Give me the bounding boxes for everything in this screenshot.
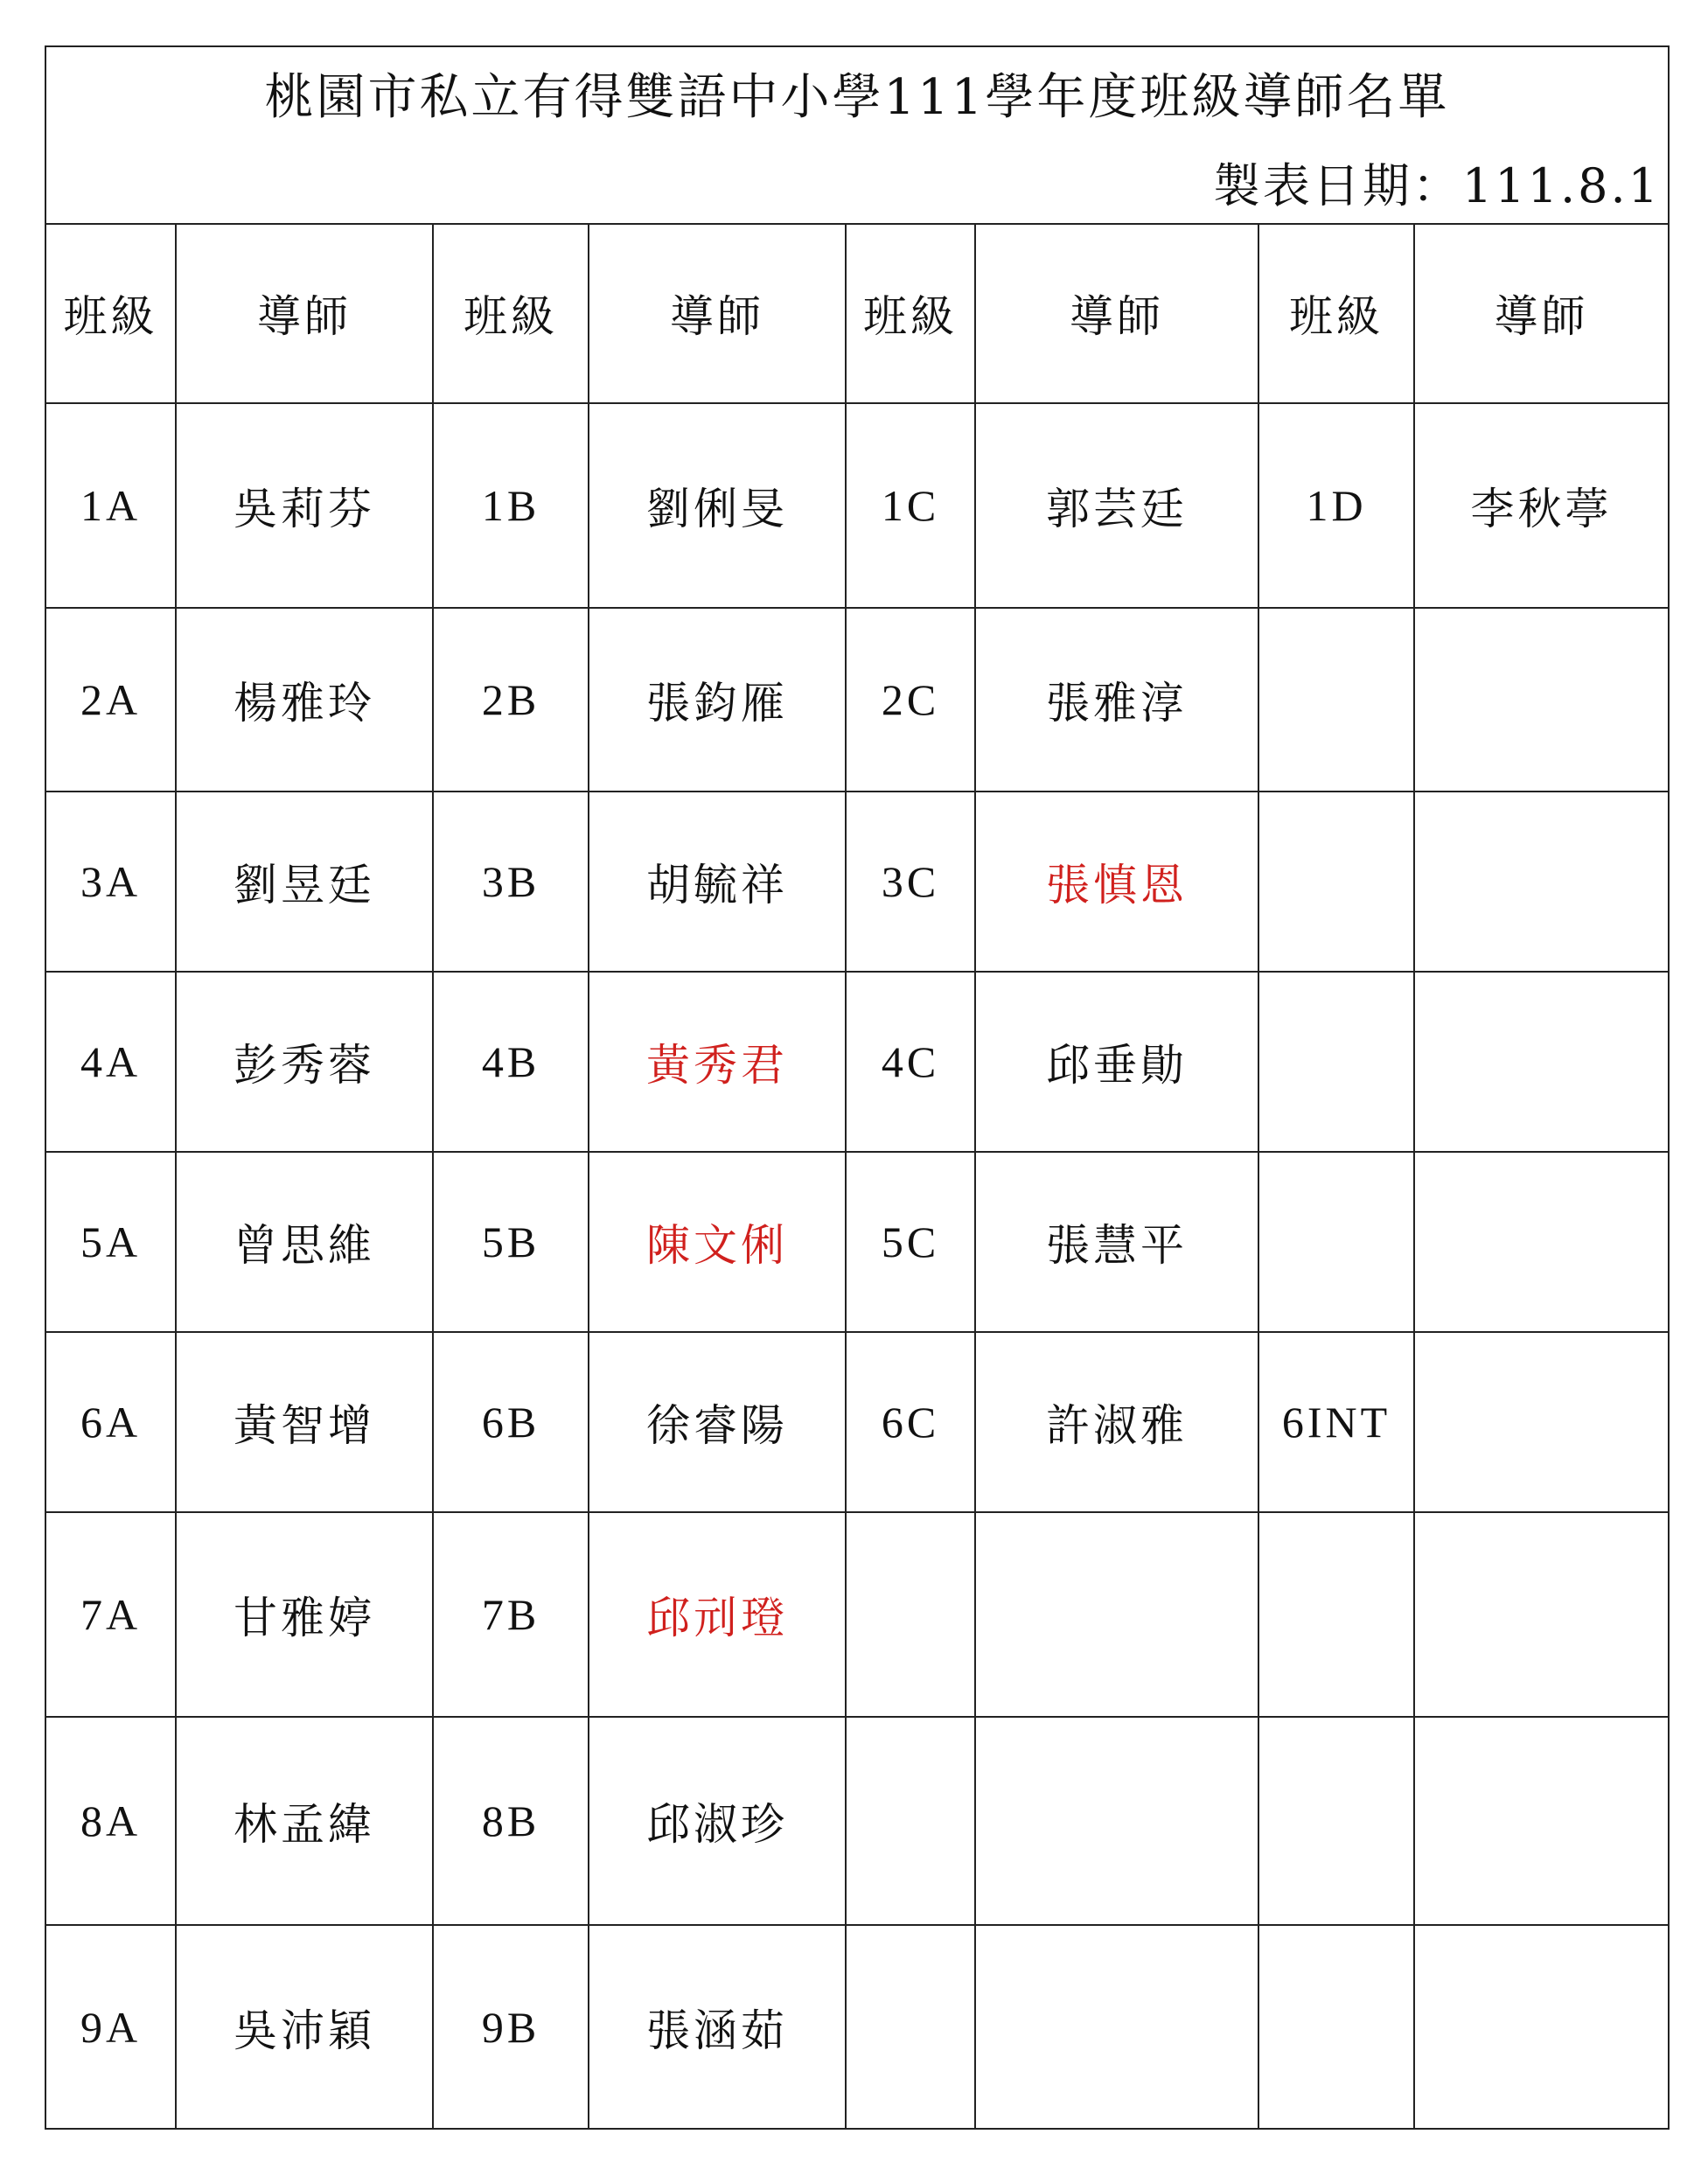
class-cell: 1A — [46, 403, 176, 608]
creation-date: 製表日期：111.8.1 — [1212, 158, 1661, 213]
class-cell: 2A — [46, 608, 176, 792]
class-cell — [1258, 608, 1414, 792]
teacher-cell: 吳莉芬 — [176, 403, 433, 608]
teacher-cell: 劉俐旻 — [589, 403, 846, 608]
teacher-cell: 邱垂勛 — [975, 972, 1258, 1152]
class-cell — [846, 1925, 975, 2129]
teacher-cell — [1414, 1512, 1668, 1717]
column-header-teacher: 導師 — [975, 223, 1258, 403]
class-cell — [1258, 1152, 1414, 1332]
class-cell: 9B — [433, 1925, 589, 2129]
column-header-teacher: 導師 — [589, 223, 846, 403]
class-cell: 5B — [433, 1152, 589, 1332]
header-row — [46, 223, 1668, 403]
class-cell — [846, 1512, 975, 1717]
class-cell: 2C — [846, 608, 975, 792]
table-row — [46, 1512, 1668, 1717]
class-cell: 9A — [46, 1925, 176, 2129]
teacher-cell: 楊雅玲 — [176, 608, 433, 792]
column-header-class: 班級 — [1258, 223, 1414, 403]
table-row — [46, 608, 1668, 792]
class-cell: 1D — [1258, 403, 1414, 608]
class-cell: 1B — [433, 403, 589, 608]
table-row — [46, 1717, 1668, 1925]
column-header-class: 班級 — [433, 223, 589, 403]
teacher-cell: 劉昱廷 — [176, 792, 433, 972]
teacher-cell-highlighted: 黃秀君 — [589, 972, 846, 1152]
teacher-cell: 張鈞雁 — [589, 608, 846, 792]
teacher-cell — [975, 1512, 1258, 1717]
teacher-cell-highlighted: 邱刓璒 — [589, 1512, 846, 1717]
class-cell — [846, 1717, 975, 1925]
roster-sheet — [45, 45, 1670, 2130]
document-title: 桃園市私立有得雙語中小學111學年度班級導師名單 — [264, 69, 1450, 126]
class-cell — [1258, 972, 1414, 1152]
teacher-cell — [1414, 972, 1668, 1152]
class-cell: 1C — [846, 403, 975, 608]
table-row — [46, 403, 1668, 608]
teacher-cell: 吳沛穎 — [176, 1925, 433, 2129]
class-cell: 4C — [846, 972, 975, 1152]
teacher-cell: 許淑雅 — [975, 1332, 1258, 1512]
class-cell: 4B — [433, 972, 589, 1152]
class-cell — [1258, 1512, 1414, 1717]
table-row — [46, 792, 1668, 972]
class-cell: 8A — [46, 1717, 176, 1925]
teacher-cell: 黃智增 — [176, 1332, 433, 1512]
class-cell: 4A — [46, 972, 176, 1152]
table-row — [46, 972, 1668, 1152]
teacher-roster-table — [46, 223, 1668, 2129]
class-cell: 6INT — [1258, 1332, 1414, 1512]
teacher-cell: 張慧平 — [975, 1152, 1258, 1332]
teacher-cell: 李秋葶 — [1414, 403, 1668, 608]
class-cell: 6C — [846, 1332, 975, 1512]
teacher-cell — [1414, 1717, 1668, 1925]
column-header-teacher: 導師 — [176, 223, 433, 403]
column-header-class: 班級 — [846, 223, 975, 403]
table-row — [46, 1925, 1668, 2129]
table-row — [46, 1152, 1668, 1332]
teacher-cell — [1414, 1332, 1668, 1512]
teacher-cell — [1414, 1925, 1668, 2129]
teacher-cell — [975, 1925, 1258, 2129]
column-header-teacher: 導師 — [1414, 223, 1668, 403]
teacher-cell: 林孟緯 — [176, 1717, 433, 1925]
teacher-cell — [1414, 1152, 1668, 1332]
sheet-header — [46, 47, 1668, 225]
class-cell — [1258, 1717, 1414, 1925]
teacher-cell — [1414, 792, 1668, 972]
teacher-cell: 張雅淳 — [975, 608, 1258, 792]
teacher-cell — [975, 1717, 1258, 1925]
teacher-cell: 胡毓祥 — [589, 792, 846, 972]
table-row — [46, 1332, 1668, 1512]
teacher-cell — [1414, 608, 1668, 792]
class-cell: 6A — [46, 1332, 176, 1512]
class-cell: 5C — [846, 1152, 975, 1332]
teacher-cell: 甘雅婷 — [176, 1512, 433, 1717]
class-cell: 5A — [46, 1152, 176, 1332]
class-cell: 3A — [46, 792, 176, 972]
class-cell: 7A — [46, 1512, 176, 1717]
teacher-cell-highlighted: 陳文俐 — [589, 1152, 846, 1332]
teacher-cell: 曾思維 — [176, 1152, 433, 1332]
teacher-cell: 彭秀蓉 — [176, 972, 433, 1152]
class-cell: 2B — [433, 608, 589, 792]
class-cell — [1258, 1925, 1414, 2129]
class-cell: 3B — [433, 792, 589, 972]
teacher-cell: 張涵茹 — [589, 1925, 846, 2129]
teacher-cell: 邱淑珍 — [589, 1717, 846, 1925]
teacher-cell: 郭芸廷 — [975, 403, 1258, 608]
teacher-cell-highlighted: 張慎恩 — [975, 792, 1258, 972]
class-cell: 7B — [433, 1512, 589, 1717]
class-cell: 6B — [433, 1332, 589, 1512]
class-cell: 8B — [433, 1717, 589, 1925]
column-header-class: 班級 — [46, 223, 176, 403]
teacher-cell: 徐睿陽 — [589, 1332, 846, 1512]
class-cell: 3C — [846, 792, 975, 972]
class-cell — [1258, 792, 1414, 972]
